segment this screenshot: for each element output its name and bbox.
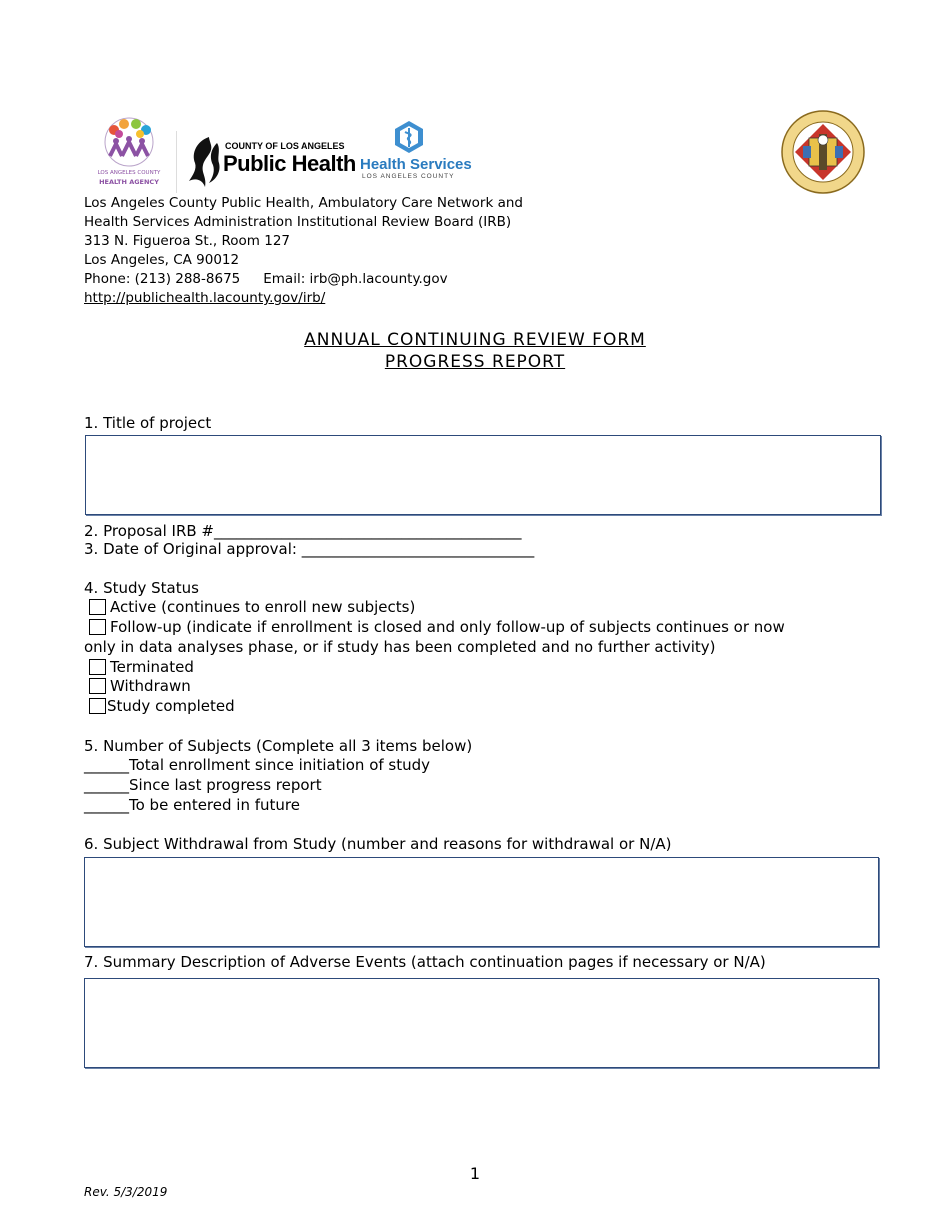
q2-irb-number-field[interactable]: 2. Proposal IRB #_________________________________________ <box>84 522 522 540</box>
q6-label: 6. Subject Withdrawal from Study (number and reasons for withdrawal or N/A) <box>84 835 672 853</box>
subject-withdrawal-field[interactable] <box>84 857 879 947</box>
status-active-option[interactable]: Active (continues to enroll new subjects) <box>89 598 415 616</box>
status-completed-option[interactable]: Study completed <box>89 697 235 715</box>
active-checkbox[interactable] <box>89 599 106 615</box>
address-line-2: Health Services Administration Institutional Review Board (IRB) <box>84 214 512 230</box>
county-seal <box>781 110 865 194</box>
contact-line <box>84 270 523 289</box>
status-followup-option[interactable]: Follow-up (indicate if enrollment is closed and only follow-up of subjects continues or now <box>89 618 785 636</box>
form-title-line1: ANNUAL CONTINUING REVIEW FORM <box>304 330 646 350</box>
health-services-small: LOS ANGELES COUNTY <box>362 173 455 180</box>
project-title-field[interactable] <box>85 435 881 515</box>
address-line-4: Los Angeles, CA 90012 <box>84 252 240 268</box>
followup-continuation: only in data analyses phase, or if study has been completed and no further activity) <box>84 638 716 656</box>
public-health-small: COUNTY OF LOS ANGELES <box>225 141 345 151</box>
withdrawn-checkbox[interactable] <box>89 678 106 694</box>
q7-label: 7. Summary Description of Adverse Events (attach continuation pages if necessary or N/A) <box>84 953 766 971</box>
address-line-3: 313 N. Figueroa St., Room 127 <box>84 233 291 249</box>
agency-logo-line2: HEALTH AGENCY <box>99 178 159 186</box>
page-number: 1 <box>469 1164 481 1183</box>
email-text: Email: irb@ph.lacounty.gov <box>263 271 448 287</box>
address-line-1: Los Angeles County Public Health, Ambulatory Care Network and <box>84 195 523 211</box>
public-health-big: Public Health <box>223 151 356 176</box>
completed-checkbox[interactable] <box>89 698 106 714</box>
q4-label: 4. Study Status <box>84 579 199 597</box>
irb-address-block <box>84 194 523 308</box>
q1-label: 1. Title of project <box>84 414 212 432</box>
irb-url-link[interactable]: http://publichealth.lacounty.gov/irb/ <box>84 290 326 306</box>
status-withdrawn-option[interactable]: Withdrawn <box>89 677 191 695</box>
terminated-checkbox[interactable] <box>89 659 106 675</box>
q3-approval-date-field[interactable]: 3. Date of Original approval: _______________________________ <box>84 540 535 558</box>
since-last-report-field[interactable]: ______Since last progress report <box>84 776 322 794</box>
followup-checkbox[interactable] <box>89 619 106 635</box>
county-seal-icon <box>781 110 865 194</box>
form-title-line2: PROGRESS REPORT <box>384 352 566 372</box>
total-enrollment-field[interactable]: ______Total enrollment since initiation of study <box>84 756 431 774</box>
health-agency-logo <box>84 112 174 192</box>
health-services-hex-icon <box>392 120 426 154</box>
future-enrollment-field[interactable]: ______To be entered in future <box>84 796 300 814</box>
health-services-logo <box>360 120 472 182</box>
public-health-silhouette-icon <box>187 135 223 189</box>
phone-text: Phone: (213) 288-8675 <box>84 271 241 287</box>
public-health-logo <box>176 131 359 193</box>
revision-date: Rev. 5/3/2019 <box>84 1185 168 1199</box>
agency-logo-line1: LOS ANGELES COUNTY <box>97 170 161 176</box>
q5-label: 5. Number of Subjects (Complete all 3 items below) <box>84 737 473 755</box>
health-services-big: Health Services <box>360 156 472 173</box>
adverse-events-field[interactable] <box>84 978 879 1068</box>
status-terminated-option[interactable]: Terminated <box>89 658 194 676</box>
